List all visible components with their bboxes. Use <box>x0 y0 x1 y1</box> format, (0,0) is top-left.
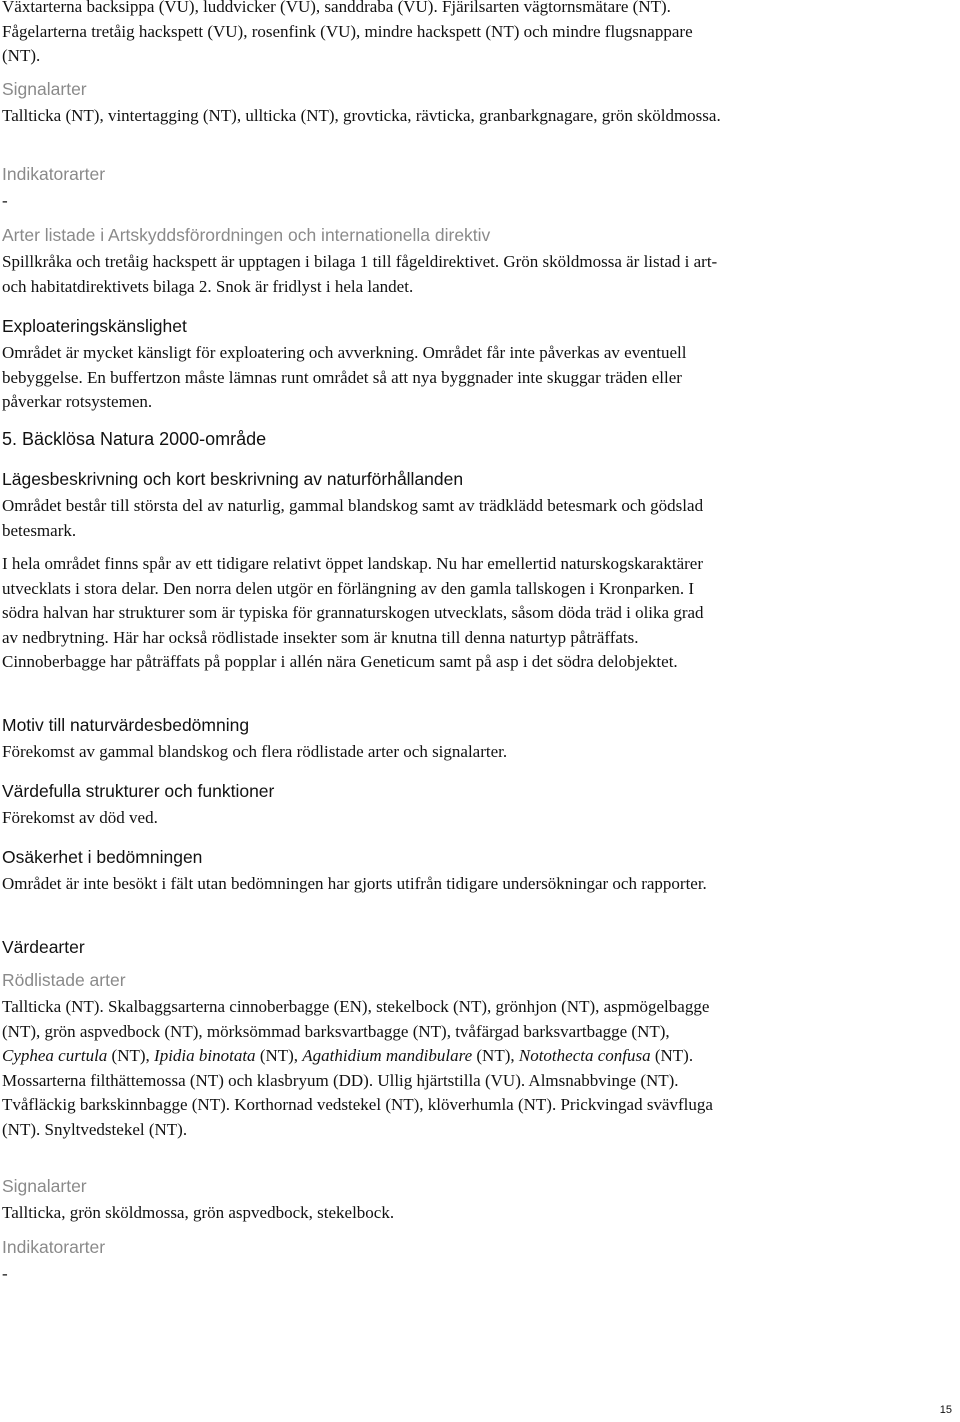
structures-text: Förekomst av död ved. <box>2 808 158 827</box>
species-name-italic: Notothecta confusa <box>518 1046 651 1065</box>
location-heading: Lägesbeskrivning och kort beskrivning av naturförhållanden <box>2 469 464 489</box>
location-paragraph-1: Området består till största del av naturlig, gammal blandskog samt av trädklädd betesmark och gödslad betesmark. <box>2 496 704 540</box>
redlist-text-c: (NT), <box>255 1046 303 1065</box>
indicator-species-text: - <box>2 191 8 210</box>
species-name-italic: Ipidia binotata <box>154 1046 256 1065</box>
uncertainty-heading: Osäkerhet i bedömningen <box>2 847 203 867</box>
exploitation-heading: Exploateringskänslighet <box>2 316 187 336</box>
redlist-heading: Rödlistade arter <box>2 970 126 990</box>
redlist-text-b: (NT), <box>107 1046 155 1065</box>
location-paragraph-2: I hela området finns spår av ett tidigare relativt öppet landskap. Nu har emellertid naturskogskaraktärer utvecklats i stora delar. Den norra delen utgör en förlängning av den gamla tallskogen i Kronparken. I södra halvan har strukturer som är typiska för grannaturskogen utvecklats, såsom döda träd i olika grad av nedbrytning. Här har också rödlistade insekter som är knutna till denna naturtyp påträffats. Cinnoberbagge har påträffats på popplar i allén nära Geneticum samt på asp i det södra delobjektet. <box>2 554 704 671</box>
signal-species-heading: Signalarter <box>2 79 87 99</box>
directive-heading: Arter listade i Artskyddsförordningen och internationella direktiv <box>2 225 491 245</box>
motive-text: Förekomst av gammal blandskog och flera rödlistade arter och signalarter. <box>2 742 508 761</box>
redlist-text-a: Tallticka (NT). Skalbaggsarterna cinnoberbagge (EN), stekelbock (NT), grönhjon (NT), aspmögelbagge (NT), grön aspvedbock (NT), mörksömmad barksvartbagge (NT), tvåfärgad barksvartbagge (NT), <box>2 997 710 1041</box>
uncertainty-text: Området är inte besökt i fält utan bedömningen har gjorts utifrån tidigare undersökningar och rapporter. <box>2 874 707 893</box>
page-number: 15 <box>939 1404 952 1416</box>
redlist-text-e: (NT). Mossarterna filthättemossa (NT) och klasbryum (DD). Ullig hjärtstilla (VU). Almsnabbvinge (NT). Tvåfläckig barkskinnbagge (NT). Korthornad vedstekel (NT), klöverhumla (NT). Prickvingad svävfluga (NT). Snyltvedstekel (NT). <box>2 1046 713 1139</box>
species-heading: Värdearter <box>2 937 85 957</box>
directive-text: Spillkråka och tretåig hackspett är upptagen i bilaga 1 till fågeldirektivet. Grön sköldmossa är listad i art- och habitatdirektivets bilaga 2. Snok är fridlyst i hela landet. <box>2 252 718 296</box>
signal-species-heading-2: Signalarter <box>2 1176 87 1196</box>
redlist-text <box>2 995 722 1142</box>
redlist-text-d: (NT), <box>472 1046 519 1065</box>
structures-heading: Värdefulla strukturer och funktioner <box>2 781 275 801</box>
motive-heading: Motiv till naturvärdesbedömning <box>2 715 250 735</box>
species-name-italic: Cyphea curtula <box>2 1046 108 1065</box>
section-title: 5. Bäcklösa Natura 2000-område <box>2 429 267 449</box>
exploitation-text: Området är mycket känsligt för exploatering och avverkning. Området får inte påverkas av eventuell bebyggelse. En buffertzon måste lämnas runt området så att nya byggnader inte skuggar träden eller påverkar rotsystemen. <box>2 343 687 411</box>
indicator-species-text-2: - <box>2 1264 8 1283</box>
species-name-italic: Agathidium mandibulare <box>302 1046 473 1065</box>
signal-species-text-2: Tallticka, grön sköldmossa, grön aspvedbock, stekelbock. <box>2 1203 395 1222</box>
species-paragraph: Växtarterna backsippa (VU), luddvicker (VU), sanddraba (VU). Fjärilsarten vägtornsmätare (NT). Fågelarterna tretåig hackspett (VU), rosenfink (VU), mindre hackspett (NT) och mindre flugsnappare (NT). <box>2 0 693 65</box>
indicator-species-heading-2: Indikatorarter <box>2 1237 106 1257</box>
indicator-species-heading: Indikatorarter <box>2 164 106 184</box>
signal-species-text: Tallticka (NT), vintertagging (NT), ullticka (NT), grovticka, rävticka, granbarkgnagare, grön sköldmossa. <box>2 106 721 125</box>
